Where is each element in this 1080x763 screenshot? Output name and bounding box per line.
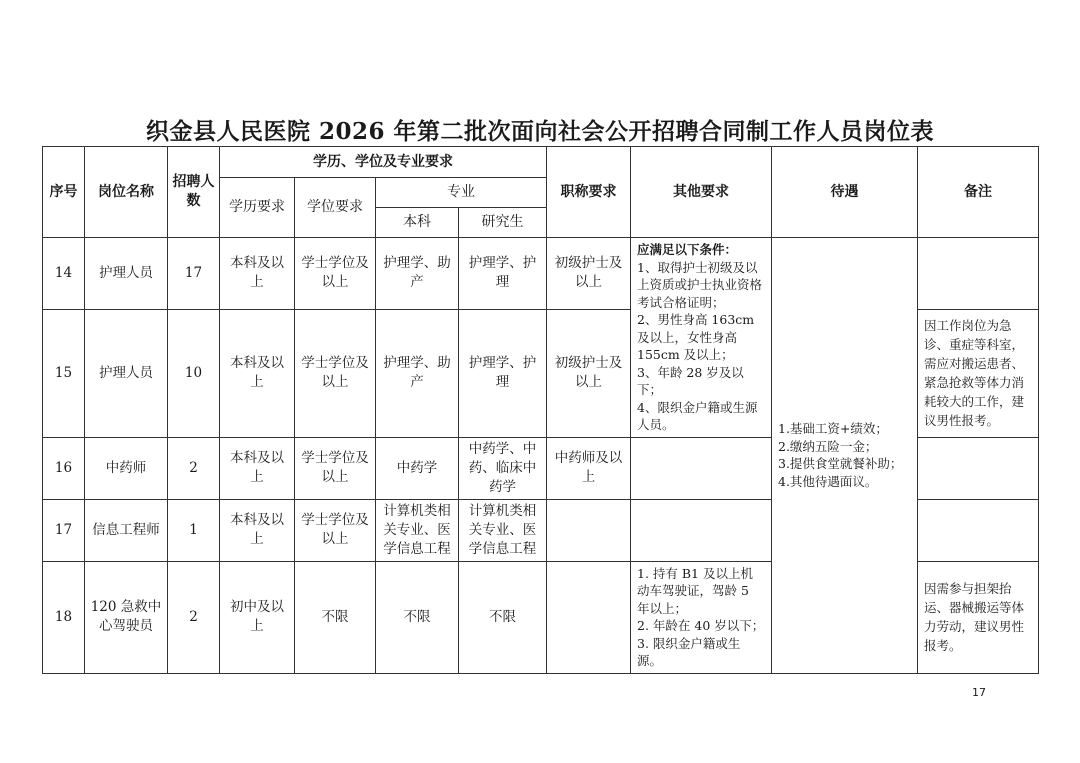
header-post-name: 岗位名称	[85, 147, 168, 238]
benefit-item: 2.缴纳五险一金；	[778, 438, 878, 454]
cell-post: 中药师	[85, 437, 168, 499]
cell-undergrad-major: 护理学、助产	[376, 309, 459, 437]
cell-edu: 本科及以上	[220, 309, 295, 437]
cell-undergrad-major: 中药学	[376, 437, 459, 499]
cell-grad-major: 护理学、护理	[459, 238, 547, 310]
other-req-item: 2、男性身高 163cm 及以上，女性身高 155cm 及以上；	[637, 312, 755, 362]
cell-post: 护理人员	[85, 309, 168, 437]
other-req-item: 1、取得护士初级及以上资质或护士执业资格考试合格证明；	[637, 259, 763, 310]
cell-undergrad-major: 不限	[376, 561, 459, 673]
cell-other-req	[631, 499, 772, 561]
cell-title-req: 初级护士及以上	[547, 309, 631, 437]
cell-degree: 学士学位及以上	[295, 499, 376, 561]
cell-seq: 17	[43, 499, 85, 561]
cell-grad-major: 中药学、中药、临床中药学	[459, 437, 547, 499]
other-req-item: 4、限织金户籍或生源人员。	[637, 399, 758, 432]
cell-other-req-driver	[631, 561, 772, 673]
cell-remark	[918, 238, 1039, 310]
cell-title-req: 初级护士及以上	[547, 238, 631, 310]
cell-degree: 不限	[295, 561, 376, 673]
cell-count: 1	[168, 499, 220, 561]
cell-post: 信息工程师	[85, 499, 168, 561]
header-major: 专业	[376, 178, 547, 208]
cell-grad-major: 不限	[459, 561, 547, 673]
header-recruit-count: 招聘人数	[168, 147, 220, 238]
cell-undergrad-major: 计算机类相关专业、医学信息工程	[376, 499, 459, 561]
header-edu-req: 学历要求	[220, 178, 295, 238]
other-req-heading: 应满足以下条件：	[637, 242, 738, 257]
positions-table	[42, 146, 1039, 674]
cell-undergrad-major: 护理学、助产	[376, 238, 459, 310]
cell-grad-major: 护理学、护理	[459, 309, 547, 437]
header-undergrad: 本科	[376, 208, 459, 238]
cell-other-req-nurse	[631, 238, 772, 438]
cell-grad-major: 计算机类相关专业、医学信息工程	[459, 499, 547, 561]
other-req-item: 1. 持有 B1 及以上机动车驾驶证，驾龄 5 年以上；	[637, 565, 753, 616]
cell-post: 120 急救中心驾驶员	[85, 561, 168, 673]
other-req-item: 2. 年龄在 40 岁以下；	[637, 618, 765, 633]
header-seq: 序号	[43, 147, 85, 238]
page-number: 17	[972, 686, 986, 699]
cell-seq: 16	[43, 437, 85, 499]
benefit-item: 4.其他待遇面议。	[778, 473, 878, 489]
cell-remark-driver: 因需参与担架抬运、器械搬运等体力劳动，建议男性报考。	[918, 561, 1039, 673]
cell-degree: 学士学位及以上	[295, 238, 376, 310]
cell-benefits	[772, 238, 918, 674]
cell-post: 护理人员	[85, 238, 168, 310]
header-grad: 研究生	[459, 208, 547, 238]
cell-edu: 本科及以上	[220, 437, 295, 499]
cell-edu: 本科及以上	[220, 499, 295, 561]
benefit-item: 1.基础工资+绩效；	[778, 421, 888, 437]
cell-count: 2	[168, 561, 220, 673]
other-req-item: 3. 限织金户籍或生源。	[637, 635, 741, 668]
page-title: 织金县人民医院 2026 年第二批次面向社会公开招聘合同制工作人员岗位表	[145, 118, 935, 145]
cell-count: 2	[168, 437, 220, 499]
other-req-item: 3、年龄 28 岁及以下；	[637, 364, 744, 397]
cell-edu: 初中及以上	[220, 561, 295, 673]
header-title-req: 职称要求	[547, 147, 631, 238]
header-remarks: 备注	[918, 147, 1039, 238]
header-edu-group: 学历、学位及专业要求	[220, 147, 547, 178]
header-benefits: 待遇	[772, 147, 918, 238]
cell-remark	[918, 499, 1039, 561]
cell-title-req	[547, 561, 631, 673]
cell-remark-nurse: 因工作岗位为急诊、重症等科室，需应对搬运患者、紧急抢救等体力消耗较大的工作，建议男性报考。	[918, 309, 1039, 437]
cell-title-req	[547, 499, 631, 561]
cell-degree: 学士学位及以上	[295, 437, 376, 499]
benefit-item: 3.提供食堂就餐补助；	[778, 456, 903, 472]
cell-title-req: 中药师及以上	[547, 437, 631, 499]
header-other-req: 其他要求	[631, 147, 772, 238]
cell-seq: 18	[43, 561, 85, 673]
cell-edu: 本科及以上	[220, 238, 295, 310]
cell-count: 10	[168, 309, 220, 437]
cell-remark	[918, 437, 1039, 499]
cell-seq: 14	[43, 238, 85, 310]
table-row	[43, 238, 1039, 310]
cell-seq: 15	[43, 309, 85, 437]
cell-other-req	[631, 437, 772, 499]
cell-degree: 学士学位及以上	[295, 309, 376, 437]
cell-count: 17	[168, 238, 220, 310]
header-degree-req: 学位要求	[295, 178, 376, 238]
header-row-1	[43, 147, 1039, 178]
